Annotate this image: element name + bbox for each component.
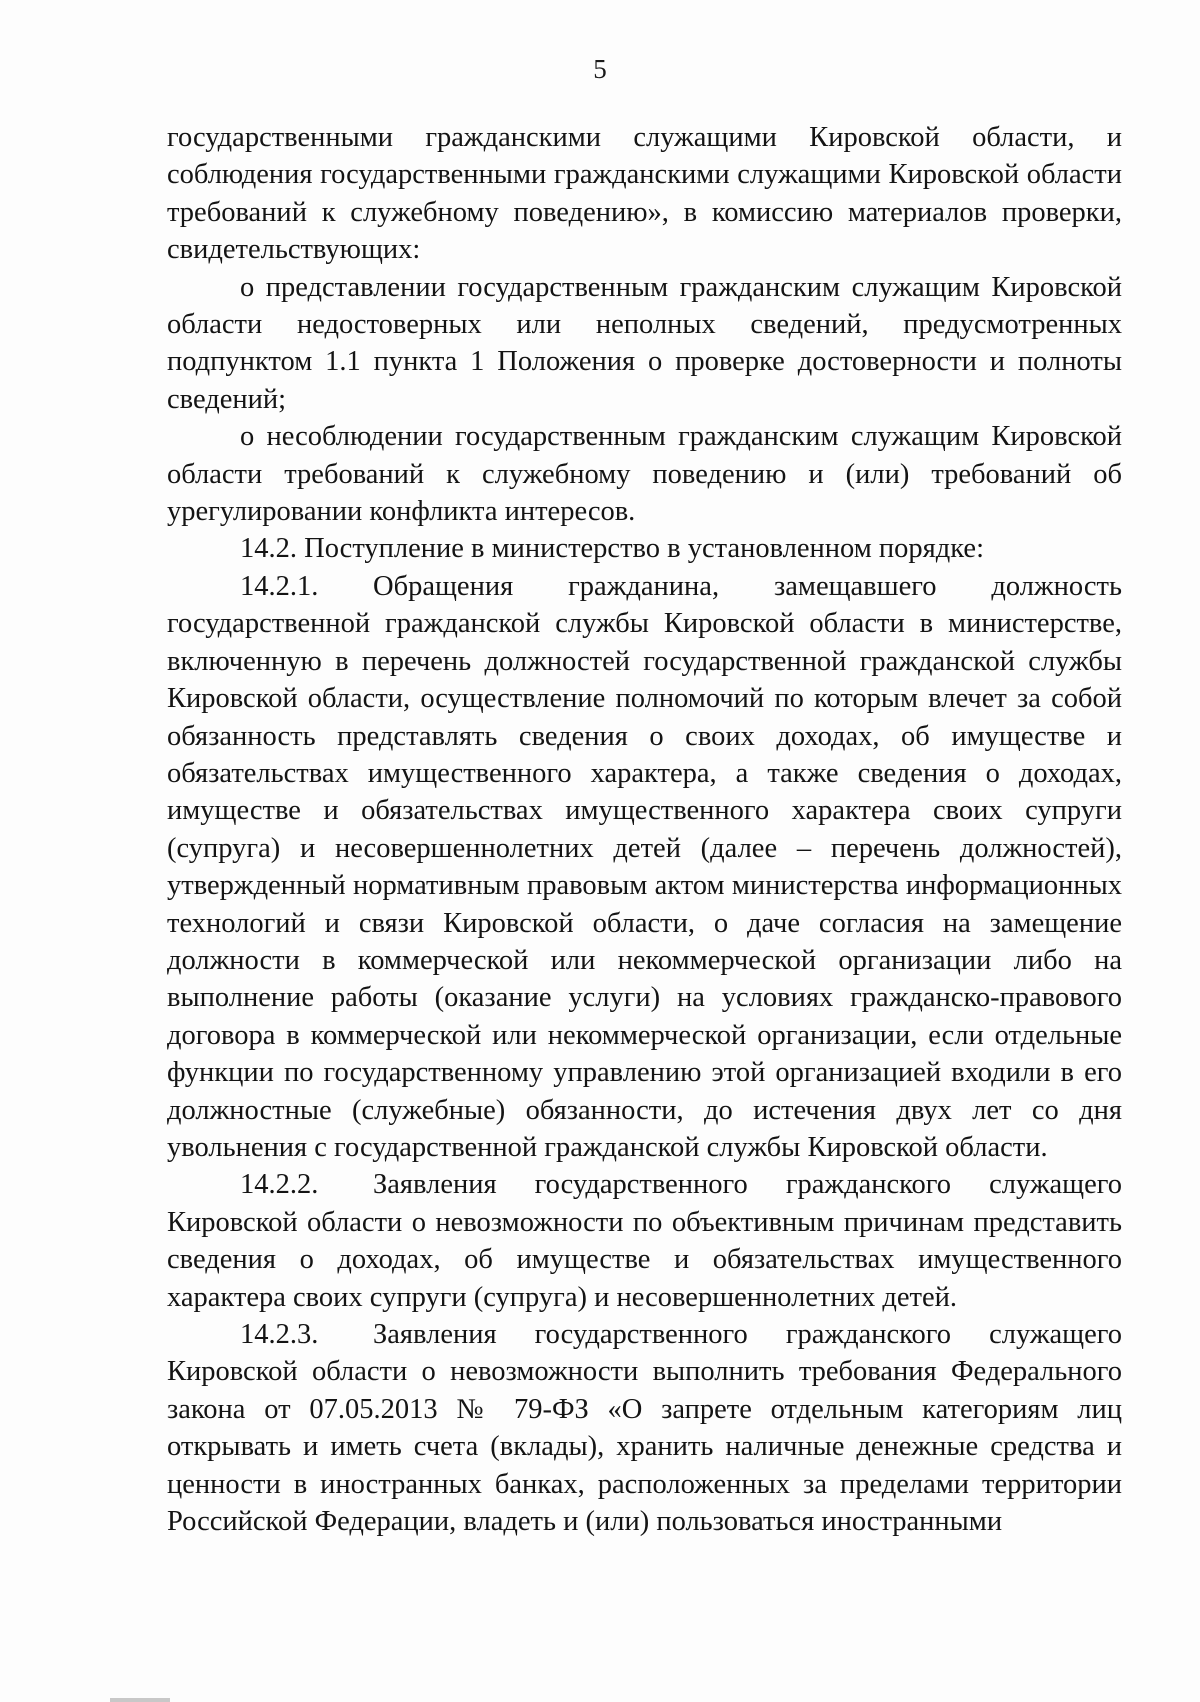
clause-14-2-2 — [167, 1166, 1122, 1316]
paragraph-section-14-2: 14.2. Поступление в министерство в установленном порядке: — [240, 533, 984, 565]
clause-number: 14.2.1. — [240, 570, 319, 602]
page-number: 5 — [593, 54, 607, 84]
paragraph-item-false-info: о представлении государственным гражданским служащим Кировской области недостоверных или неполных сведений, предусмотренных подпунктом 1.1 пункта 1 Положения о проверке достоверности и полноты сведений; — [167, 271, 1122, 415]
clause-number: 14.2.2. — [240, 1169, 319, 1201]
clause-14-2-1 — [167, 568, 1122, 1167]
clause-14-2-3 — [167, 1316, 1122, 1540]
clause-text: Заявления государственного гражданского служащего Кировской области о невозможности выполнить требования Федерального закона от 07.05.2013 № 79-ФЗ «О запрете отдельным категориям лиц открывать и иметь счета (вклады), хранить наличные денежные средства и ценности в иностранных банках, расположенных за пределами территории Российской Федерации, владеть и (или) пользоваться иностранными — [167, 1319, 1122, 1538]
scan-edge-mark — [110, 1698, 170, 1702]
clause-text: Заявления государственного гражданского служащего Кировской области о невозможности по объективным причинам представить сведения о доходах, об имуществе и обязательствах имущественного характера своих супруги (супруга) и несовершеннолетних детей. — [167, 1169, 1122, 1313]
clause-number: 14.2.3. — [240, 1319, 319, 1350]
paragraph-item-noncompliance: о несоблюдении государственным гражданским служащим Кировской области требований к служебному поведению и (или) требований об урегулировании конфликта интересов. — [167, 421, 1122, 528]
document-body — [167, 119, 1122, 1540]
paragraph-continuation: государственными гражданскими служащими Кировской области, и соблюдения государственными гражданскими служащими Кировской области требований к служебному поведению», в комиссию материалов проверки, свидетельствующих: — [167, 122, 1122, 266]
clause-text: Обращения гражданина, замещавшего должность государственной гражданской службы Кировской области в министерстве, включенную в перечень должностей государственной гражданской службы Кировской области, осуществление полномочий по которым влечет за собой обязанность представлять сведения о своих доходах, об имуществе и обязательствах имущественного характера, а также сведения о доходах, имуществе и обязательствах имущественного характера своих супруги (супруга) и несовершеннолетних детей (далее – перечень должностей), утвержденный нормативным правовым актом министерства информационных технологий и связи Кировской области, о даче согласия на замещение должности в коммерческой или некоммерческой организации либо на выполнение работы (оказание услуги) на условиях гражданско-правового договора в коммерческой или некоммерческой организации, если отдельные функции по государственному управлению этой организацией входили в его должностные (служебные) обязанности, до истечения двух лет со дня увольнения с государственной гражданской службы Кировской области. — [167, 570, 1122, 1163]
